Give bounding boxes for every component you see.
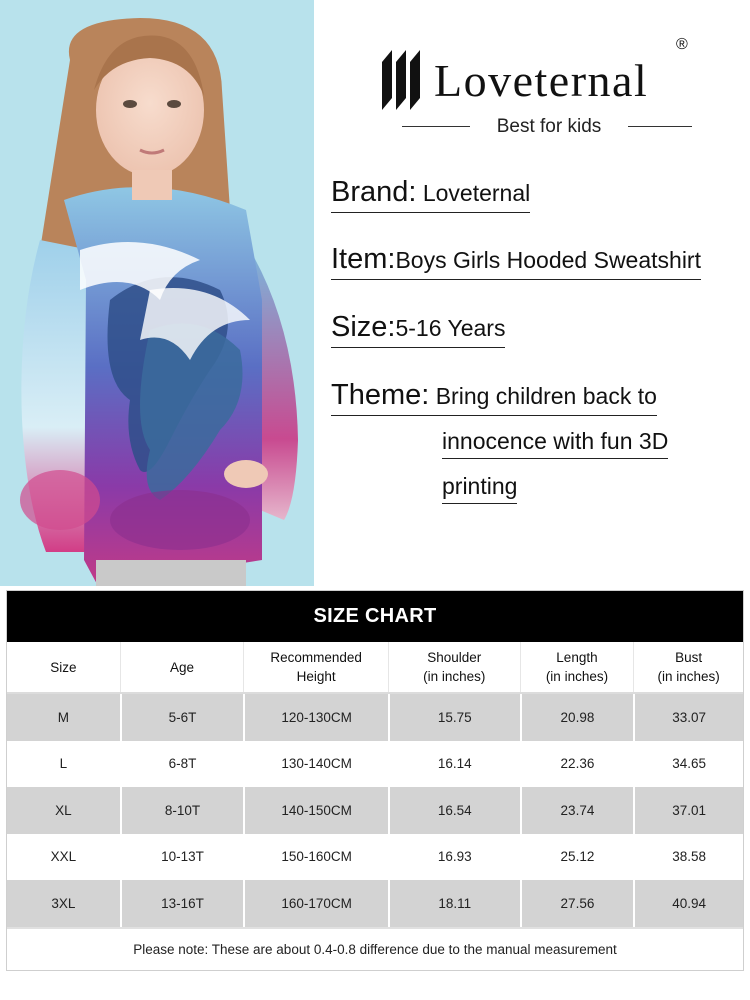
table-cell: L [59,756,68,772]
spec-theme [331,379,657,416]
spec-brand-label: Brand: [331,176,417,208]
measurement-note: Please note: These are about 0.4-0.8 difference due to the manual measurement [7,927,743,971]
tagline-row [402,116,692,138]
spec-theme-line2: innocence with fun 3D [442,428,668,459]
table-cell: 16.54 [388,787,520,834]
column-header: Recommended Height [243,642,388,692]
table-cell: 18.11 [388,880,520,927]
column-header: Length (in inches) [520,642,634,692]
table-cell: 15.75 [388,694,520,741]
spec-size [331,311,505,348]
product-photo [0,0,314,586]
table-cell: 16.14 [388,741,520,788]
column-header: Bust (in inches) [633,642,743,692]
spec-item [331,243,701,280]
table-cell: 23.74 [520,787,634,834]
table-row [7,880,743,927]
table-cell: 16.93 [388,834,520,881]
table-cell: 150-160CM [243,834,388,881]
table-row [7,787,743,834]
table-cell: 25.12 [520,834,634,881]
table-cell: 130-140CM [243,741,388,788]
brand-name: Loveternal [434,55,649,106]
table-cell: 6-8T [120,741,244,788]
spec-theme-line1: Bring children back to [435,383,657,409]
table-cell: 34.65 [633,741,743,788]
table-row [7,834,743,881]
spec-theme-line3: printing [442,473,517,504]
spec-brand-value: Loveternal [422,180,531,206]
table-cell: 20.98 [520,694,634,741]
column-header: Age [120,642,244,692]
spec-item-value: Boys Girls Hooded Sweatshirt [395,247,701,273]
table-cell: XL [55,802,72,818]
table-cell: 10-13T [120,834,244,881]
table-cell: 33.07 [633,694,743,741]
column-header: Size [50,659,77,675]
registered-mark: ® [676,36,688,53]
table-cell: 40.94 [633,880,743,927]
table-cell: 27.56 [520,880,634,927]
table-row [7,694,743,741]
tagline-divider-right [628,126,692,127]
size-chart-header-row [7,642,743,694]
column-header: Shoulder (in inches) [388,642,520,692]
brand-logo [372,36,702,150]
size-chart-table [6,590,744,971]
table-cell: 8-10T [120,787,244,834]
table-cell: XXL [50,849,77,865]
spec-size-value: 5-16 Years [395,315,506,341]
tagline: Best for kids [496,116,602,137]
table-cell: 22.36 [520,741,634,788]
table-cell: 38.58 [633,834,743,881]
table-cell: 160-170CM [243,880,388,927]
table-cell: M [57,709,69,725]
spec-size-label: Size: [331,311,396,343]
table-row [7,741,743,788]
spec-theme-label: Theme: [331,379,430,411]
table-cell: 140-150CM [243,787,388,834]
spec-theme-cont-2 [442,473,517,504]
table-cell: 120-130CM [243,694,388,741]
table-cell: 37.01 [633,787,743,834]
table-cell: 3XL [51,895,76,911]
tagline-divider-left [402,126,470,127]
spec-brand [331,176,530,213]
table-cell: 13-16T [120,880,244,927]
spec-theme-cont-1 [442,428,668,459]
girl-in-unicorn-hoodie-image [0,0,314,586]
loveternal-logo-icon [376,46,424,110]
spec-item-label: Item: [331,243,396,275]
size-chart-title: SIZE CHART [7,591,743,642]
table-cell: 5-6T [120,694,244,741]
